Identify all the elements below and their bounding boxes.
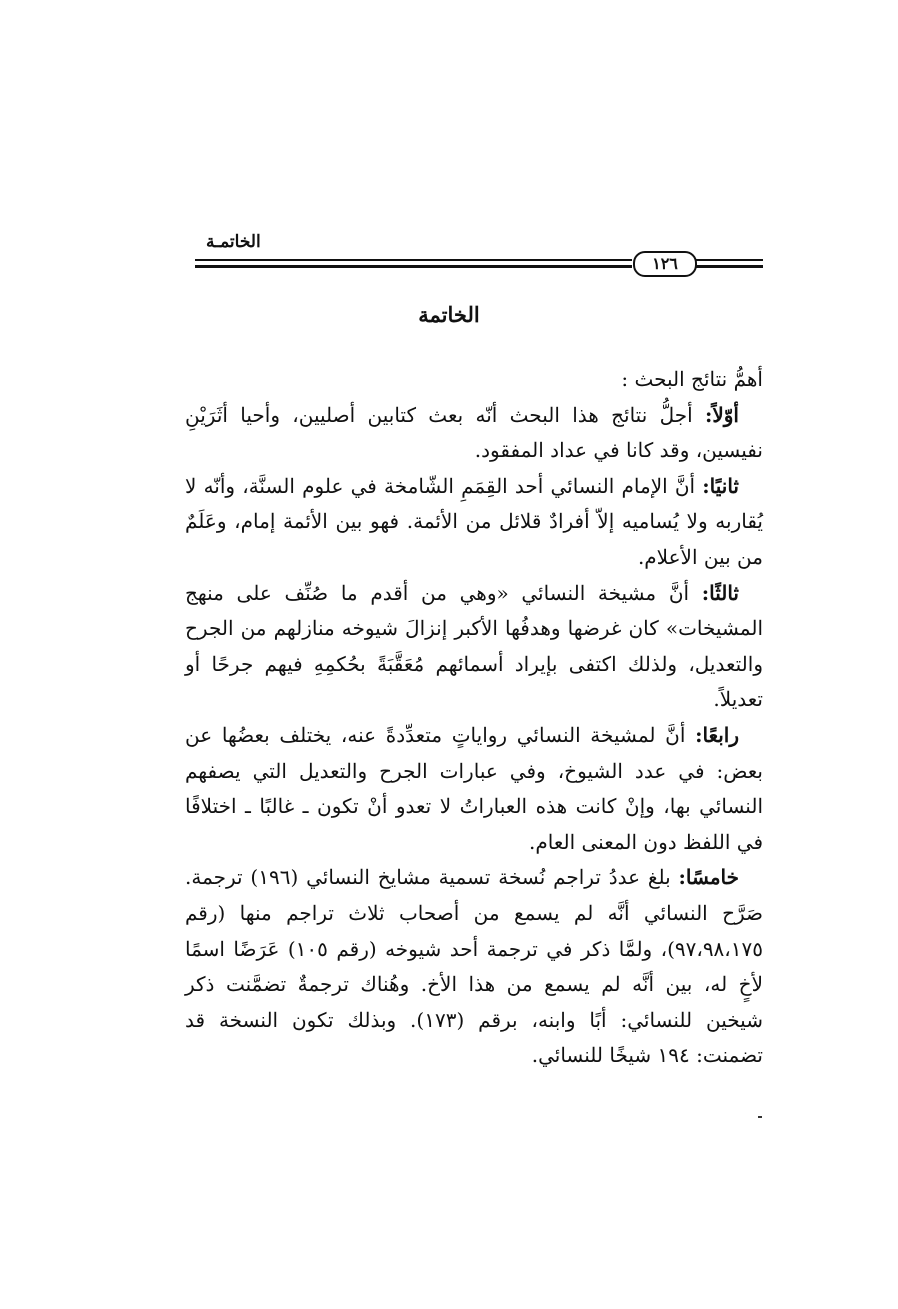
point-text: أجلُّ نتائج هذا البحث أنّه بعث كتابين أصليين، وأحيا أثَرَيْنِ نفيسين، وقد كانا في عداد المفقود. — [185, 402, 763, 463]
point-lead: أوّلاً: — [704, 402, 739, 427]
point-text: أنَّ لمشيخة النسائي رواياتٍ متعدِّدةً عنه، يختلف بعضُها عن بعض: في عدد الشيوخ، وفي عبارات الجرح والتعديل التي يصفهم النسائي بها، وإنْ كانت هذه العباراتُ لا تعدو أنْ تكون ـ غالبًا ـ اختلافًا في اللفظ دون المعنى العام. — [185, 722, 763, 854]
point-5 — [185, 860, 763, 1074]
point-4 — [185, 718, 763, 860]
point-1 — [185, 398, 763, 469]
chapter-title: الخاتمة — [418, 302, 480, 327]
footer-mark — [758, 1116, 762, 1118]
header-rule — [195, 254, 763, 276]
point-lead: رابعًا: — [695, 722, 739, 747]
point-lead: ثالثًا: — [701, 580, 739, 605]
point-text: أنَّ مشيخة النسائي «وهي من أقدم ما صُنِّف على منهج المشيخات» كان غرضها وهدفُها الأكبر إنزالَ شيوخه منازلهم من الجرح والتعديل، ولذلك اكتفى بإيراد أسمائهم مُعَقَّبَةً بحُكمِهِ فيهم جرحًا أو تعديلاً. — [185, 580, 763, 712]
point-2 — [185, 469, 763, 576]
header-rule-right — [695, 259, 763, 261]
intro-line: أهمُّ نتائج البحث : — [621, 367, 763, 391]
page-number: ١٢٦ — [633, 251, 697, 277]
running-header-title: الخاتمـة — [206, 232, 261, 252]
point-3 — [185, 576, 763, 718]
point-text: بلغ عددُ تراجم نُسخة تسمية مشايخ النسائي (١٩٦) ترجمة. صَرَّح النسائي أنَّه لم يسمع من أصحاب ثلاث تراجم منها (رقم ٩٧،٩٨،١٧٥)، ولمَّا ذكر في ترجمة أحد شيوخه (رقم ١٠٥) عَرَضًا اسمًا لأخٍ له، بين أنَّه لم يسمع من هذا الأخ. وهُناك ترجمةٌ تضمَّنت ذكر شيخين للنسائي: أبًا وابنه، برقم (١٧٣). وبذلك تكون النسخة قد تضمنت: ١٩٤ شيخًا للنسائي. — [185, 865, 763, 1068]
point-lead: خامسًا: — [678, 865, 739, 890]
point-lead: ثانيًا: — [702, 473, 739, 498]
body-text — [185, 362, 763, 1074]
point-text: أنَّ الإمام النسائي أحد القِمَمِ الشّامخة في علوم السنَّة، وأنّه لا يُقاربه ولا يُساميه إلاّ أفرادٌ قلائل من الأئمة. فهو بين الأئمة إمام، وعَلَمٌ من بين الأعلام. — [185, 473, 763, 569]
header-rule-left — [195, 259, 632, 261]
